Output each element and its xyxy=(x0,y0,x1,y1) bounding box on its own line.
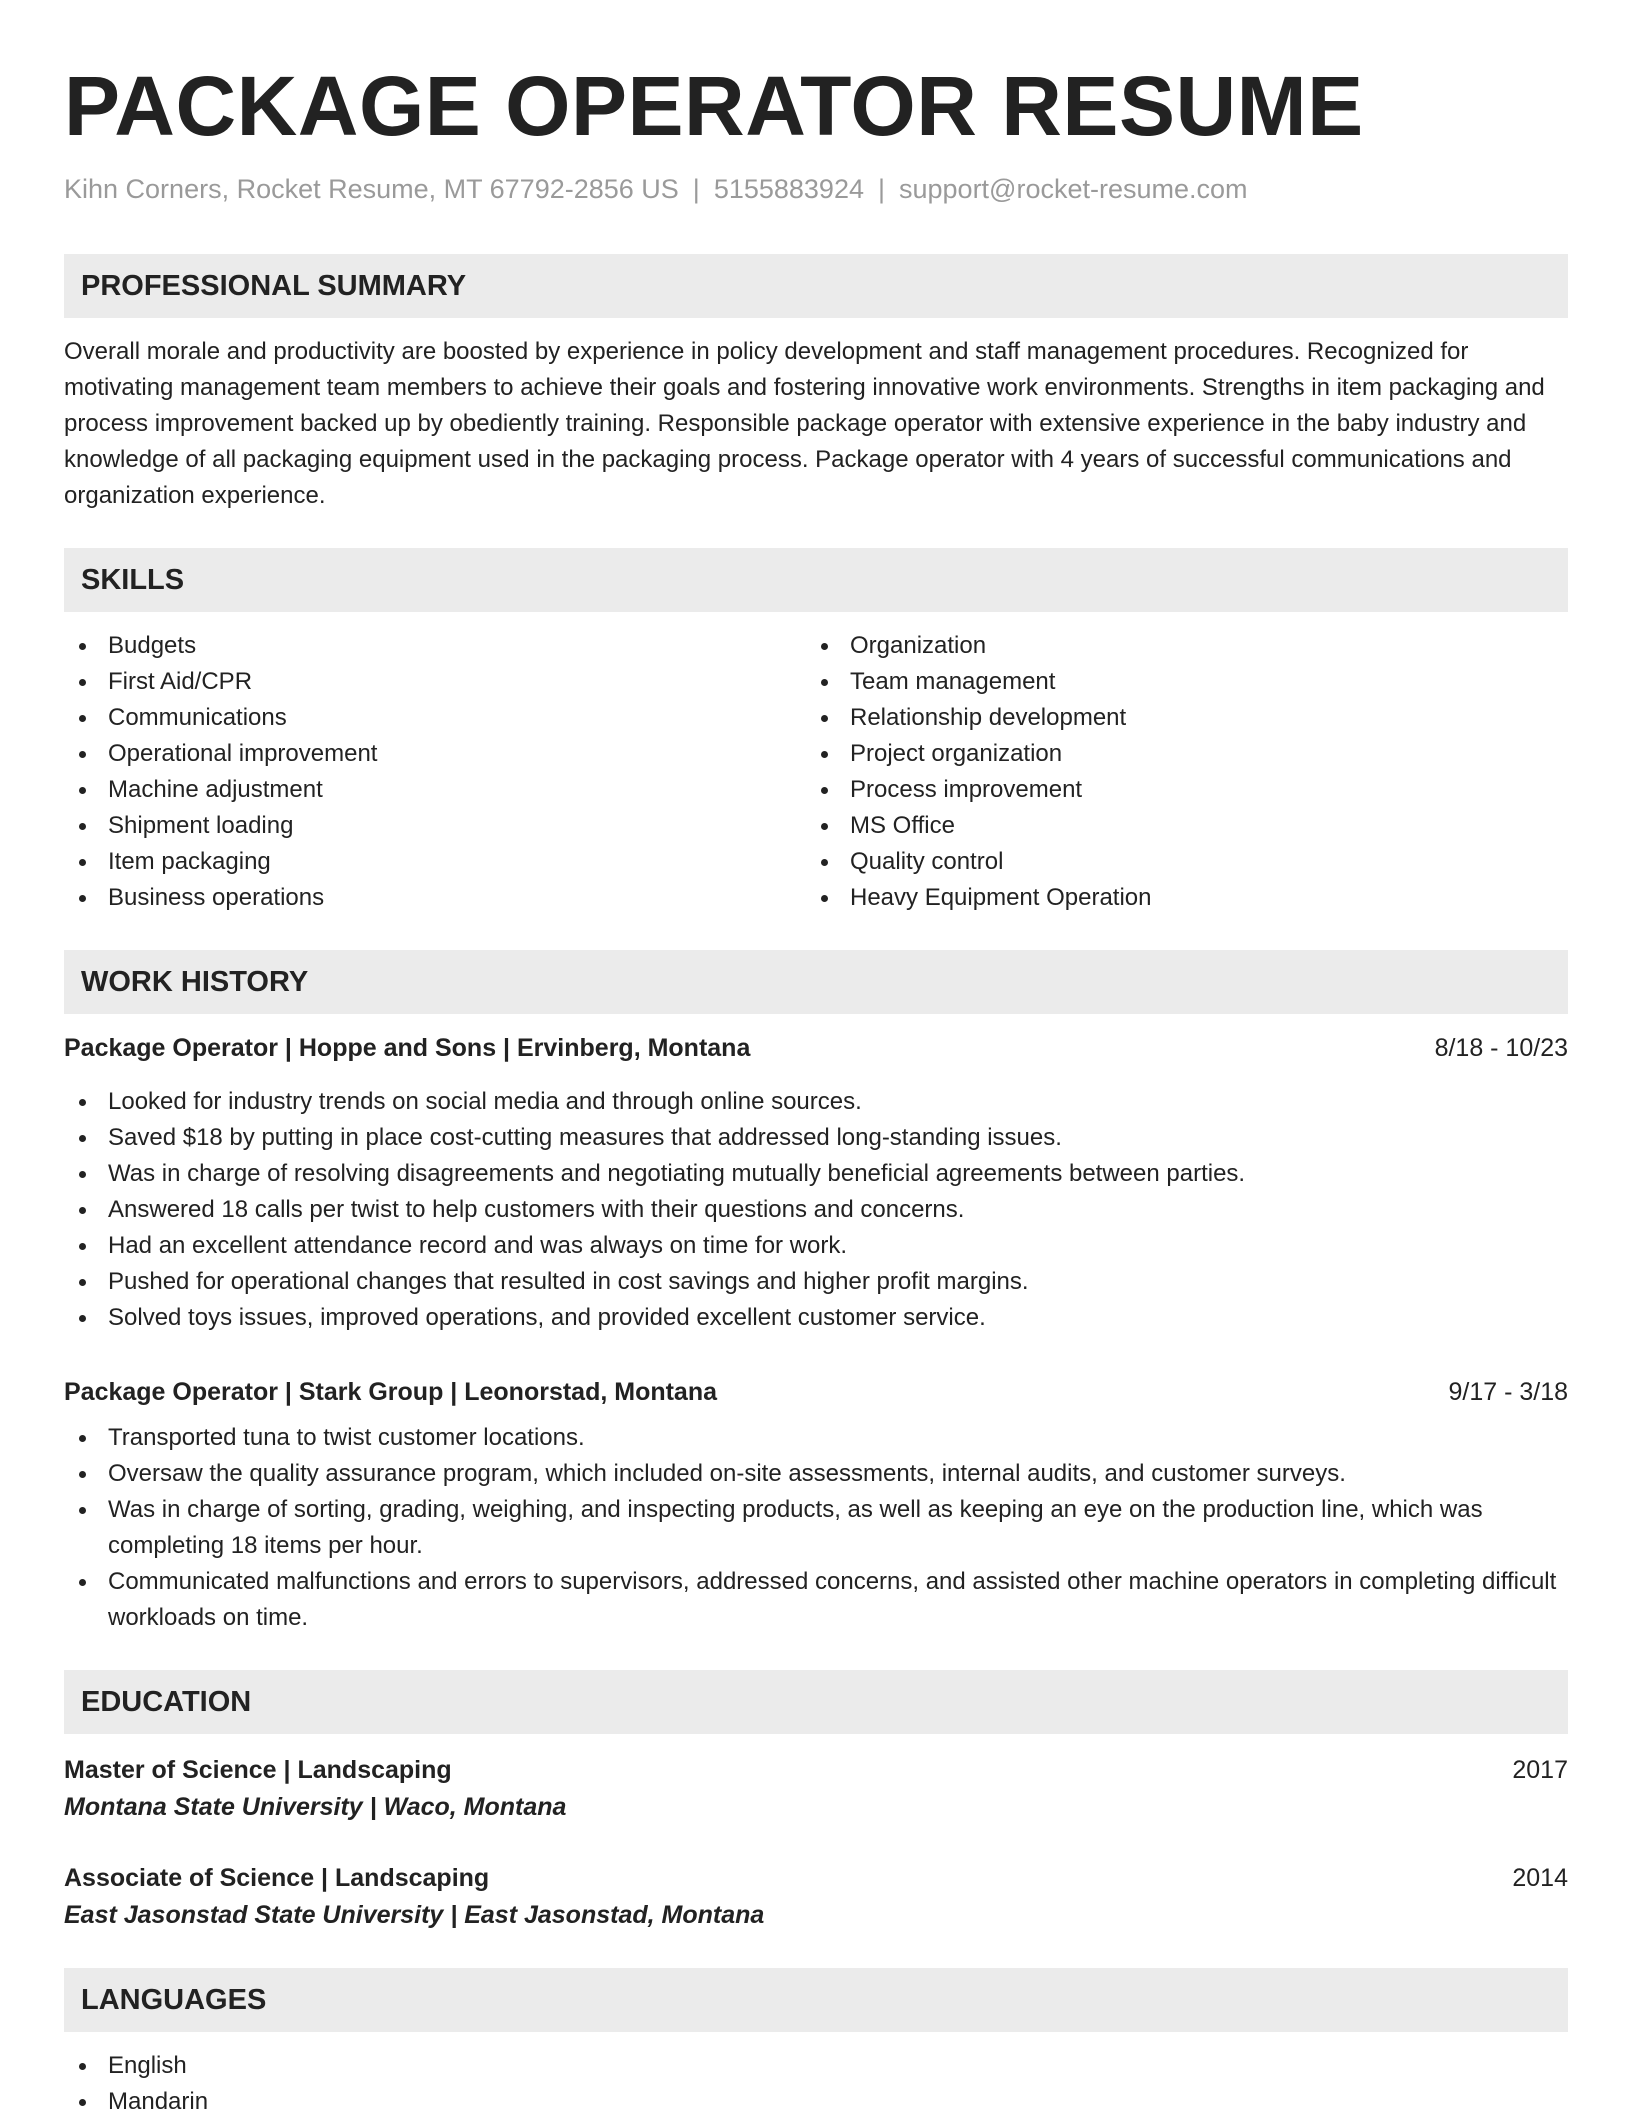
education-school: Montana State University | Waco, Montana xyxy=(64,1793,567,1821)
job-bullets xyxy=(64,1084,1568,1336)
job-entry xyxy=(64,1374,1568,1636)
skill-item: MS Office xyxy=(806,808,1548,844)
skill-item: Communications xyxy=(64,700,806,736)
language-item: Mandarin xyxy=(64,2084,1568,2120)
skill-item: Operational improvement xyxy=(64,736,806,772)
skills-heading: SKILLS xyxy=(64,548,1568,612)
job-bullet: Was in charge of resolving disagreements and negotiating mutually beneficial agreements between parties. xyxy=(64,1156,1568,1192)
skills-column-right xyxy=(806,628,1548,916)
job-bullet: Pushed for operational changes that resulted in cost savings and higher profit margins. xyxy=(64,1264,1568,1300)
skill-item: Business operations xyxy=(64,880,806,916)
work-history-heading: WORK HISTORY xyxy=(64,950,1568,1014)
skill-item: Item packaging xyxy=(64,844,806,880)
skill-item: Process improvement xyxy=(806,772,1548,808)
education-degree: Master of Science | Landscaping xyxy=(64,1756,452,1784)
job-header xyxy=(64,1030,1568,1066)
contact-email: support@rocket-resume.com xyxy=(899,174,1248,204)
skill-item: Relationship development xyxy=(806,700,1548,736)
education-school: East Jasonstad State University | East Jasonstad, Montana xyxy=(64,1901,765,1929)
education-entry xyxy=(64,1860,1568,1934)
skills-column-left xyxy=(64,628,806,916)
skills-list xyxy=(64,628,1568,916)
job-entry xyxy=(64,1030,1568,1336)
job-bullet: Communicated malfunctions and errors to supervisors, addressed concerns, and assisted other machine operators in completing difficult workloads on time. xyxy=(64,1564,1568,1636)
contact-line xyxy=(64,172,1568,206)
contact-phone: 5155883924 xyxy=(713,174,864,204)
languages-heading: LANGUAGES xyxy=(64,1968,1568,2032)
education-heading: EDUCATION xyxy=(64,1670,1568,1734)
job-dates: 8/18 - 10/23 xyxy=(1434,1034,1568,1062)
resume-page xyxy=(64,56,1568,2120)
skill-item: Quality control xyxy=(806,844,1548,880)
job-bullet: Transported tuna to twist customer locations. xyxy=(64,1420,1568,1456)
education-year: 2017 xyxy=(1512,1756,1568,1784)
contact-address: Kihn Corners, Rocket Resume, MT 67792-2856 US xyxy=(64,174,679,204)
skill-item: Project organization xyxy=(806,736,1548,772)
contact-separator: | xyxy=(692,174,700,204)
resume-title: PACKAGE OPERATOR RESUME xyxy=(64,59,1364,153)
job-bullet: Looked for industry trends on social media and through online sources. xyxy=(64,1084,1568,1120)
skill-item: Budgets xyxy=(64,628,806,664)
education-header xyxy=(64,1752,1568,1788)
contact-separator: | xyxy=(877,174,885,204)
job-bullet: Solved toys issues, improved operations, and provided excellent customer service. xyxy=(64,1300,1568,1336)
skill-item: Shipment loading xyxy=(64,808,806,844)
job-bullet: Answered 18 calls per twist to help customers with their questions and concerns. xyxy=(64,1192,1568,1228)
language-item: English xyxy=(64,2048,1568,2084)
job-title: Package Operator | Stark Group | Leonorstad, Montana xyxy=(64,1378,718,1406)
job-bullet: Had an excellent attendance record and was always on time for work. xyxy=(64,1228,1568,1264)
education-year: 2014 xyxy=(1512,1864,1568,1892)
job-header xyxy=(64,1374,1568,1410)
job-bullet: Saved $18 by putting in place cost-cutting measures that addressed long-standing issues. xyxy=(64,1120,1568,1156)
summary-text: Overall morale and productivity are boosted by experience in policy development and staff management procedures. Recognized for motivating management team members to achieve their goals and fostering innovative work environments. Strengths in item packaging and process improvement backed up by obediently training. Responsible package operator with extensive experience in the baby industry and knowledge of all packaging equipment used in the packaging process. Package operator with 4 years of successful communications and organization experience. xyxy=(64,338,1545,509)
job-title: Package Operator | Hoppe and Sons | Ervinberg, Montana xyxy=(64,1034,751,1062)
languages-list xyxy=(64,2048,1568,2120)
job-bullet: Oversaw the quality assurance program, which included on-site assessments, internal audits, and customer surveys. xyxy=(64,1456,1568,1492)
skill-item: Heavy Equipment Operation xyxy=(806,880,1548,916)
education-degree: Associate of Science | Landscaping xyxy=(64,1864,490,1892)
job-dates: 9/17 - 3/18 xyxy=(1448,1378,1568,1406)
summary-heading: PROFESSIONAL SUMMARY xyxy=(64,254,1568,318)
skill-item: Organization xyxy=(806,628,1548,664)
skill-item: Team management xyxy=(806,664,1548,700)
job-bullet: Was in charge of sorting, grading, weighing, and inspecting products, as well as keeping an eye on the production line, which was completing 18 items per hour. xyxy=(64,1492,1568,1564)
education-entry xyxy=(64,1752,1568,1826)
job-bullets xyxy=(64,1420,1568,1636)
skill-item: Machine adjustment xyxy=(64,772,806,808)
skill-item: First Aid/CPR xyxy=(64,664,806,700)
education-header xyxy=(64,1860,1568,1896)
